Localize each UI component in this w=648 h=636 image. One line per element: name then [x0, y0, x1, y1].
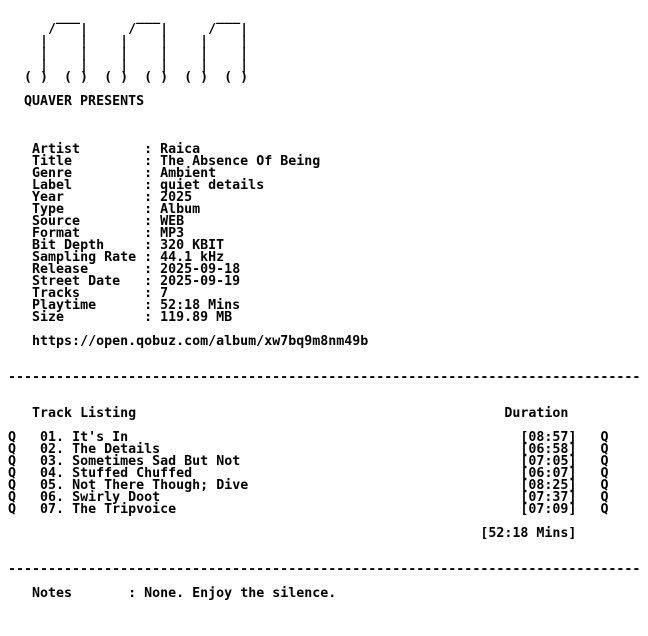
track-marker: Q: [8, 430, 17, 445]
info-value: 2025-09-18: [160, 262, 241, 277]
info-value: 320 KBIT: [160, 238, 225, 253]
divider-line: -------------------------------------------------------------------------------: [8, 562, 641, 577]
info-key: Bit Depth: [32, 238, 105, 253]
track-number: 06.: [40, 490, 65, 505]
info-key: Playtime: [32, 298, 97, 313]
track-title: The Details: [72, 442, 161, 457]
info-row: Type : Album: [32, 202, 201, 217]
track-duration: [06:58]: [520, 442, 577, 457]
info-row: Format : MP3: [32, 226, 185, 241]
info-value: The Absence Of Being: [160, 154, 321, 169]
info-key: Sampling Rate: [32, 250, 137, 265]
tracklist-header: [8, 408, 640, 420]
logo-art: / | / | / |: [8, 22, 249, 37]
divider-line: -------------------------------------------------------------------------------: [8, 370, 641, 385]
info-row: Source : WEB: [32, 214, 185, 229]
url-line: [8, 336, 640, 348]
info-key: Artist: [32, 142, 81, 157]
blank-line: [8, 540, 640, 552]
info-key: Street Date: [32, 274, 121, 289]
track-duration: [06:07]: [520, 466, 577, 481]
track-title: Not There Though; Dive: [72, 478, 249, 493]
info-key: Title: [32, 154, 73, 169]
info-value: 44.1 kHz: [160, 250, 225, 265]
track-marker: Q: [600, 478, 609, 493]
info-row: Year : 2025: [32, 190, 193, 205]
track-marker: Q: [600, 442, 609, 457]
nfo-document: [8, 0, 640, 600]
blank-line: [8, 384, 640, 396]
track-title: Stuffed Chuffed: [72, 466, 193, 481]
info-value: Ambient: [160, 166, 217, 181]
track-title: It's In: [72, 430, 129, 445]
logo-art: | | | | | |: [8, 34, 249, 49]
track-marker: Q: [600, 466, 609, 481]
track-number: 07.: [40, 502, 65, 517]
info-key: Source: [32, 214, 81, 229]
info-value: WEB: [160, 214, 185, 229]
track-marker: Q: [600, 454, 609, 469]
info-key: Type: [32, 202, 65, 217]
info-value: quiet details: [160, 178, 265, 193]
blank-line: [8, 120, 640, 132]
info-row: Bit Depth : 320 KBIT: [32, 238, 225, 253]
track-number: 04.: [40, 466, 65, 481]
track-duration: [07:09]: [520, 502, 577, 517]
info-key: Year: [32, 190, 65, 205]
track-title: Swirly Doot: [72, 490, 161, 505]
info-row: Label : quiet details: [32, 178, 265, 193]
info-key: Format: [32, 226, 81, 241]
tracklist-title: Track Listing: [32, 406, 137, 421]
notes-row: Notes : None. Enjoy the silence.: [32, 586, 337, 601]
track-title: The Tripvoice: [72, 502, 177, 517]
track-marker: Q: [8, 502, 17, 517]
divider: [8, 372, 640, 384]
track-marker: Q: [8, 490, 17, 505]
track-row: [8, 504, 640, 516]
track-title: Sometimes Sad But Not: [72, 454, 241, 469]
info-value: MP3: [160, 226, 185, 241]
duration-header: Duration: [504, 406, 569, 421]
track-number: 01.: [40, 430, 65, 445]
album-url: https://open.qobuz.com/album/xw7bq9m8nm49b: [32, 334, 369, 349]
logo-art: ___ ___ ___: [8, 10, 241, 25]
total-playtime: [52:18 Mins]: [480, 526, 577, 541]
info-key: Label: [32, 178, 73, 193]
track-marker: Q: [600, 502, 609, 517]
notes-value: None. Enjoy the silence.: [144, 586, 337, 601]
info-key: Tracks: [32, 286, 81, 301]
info-value: 119.89 MB: [160, 310, 233, 325]
logo-art: | | | | | |: [8, 46, 249, 61]
track-marker: Q: [8, 442, 17, 457]
divider: [8, 564, 640, 576]
info-value: Album: [160, 202, 201, 217]
track-duration: [07:37]: [520, 490, 577, 505]
info-value: 52:18 Mins: [160, 298, 241, 313]
track-number: 02.: [40, 442, 65, 457]
info-row: Playtime : 52:18 Mins: [32, 298, 241, 313]
info-row: Artist : Raica: [32, 142, 201, 157]
blank-line: [8, 348, 640, 360]
track-marker: Q: [600, 430, 609, 445]
track-marker: Q: [8, 454, 17, 469]
track-duration: [07:05]: [520, 454, 577, 469]
info-value: Raica: [160, 142, 201, 157]
info-row: Size : 119.89 MB: [32, 310, 233, 325]
info-row: Tracks : 7: [32, 286, 169, 301]
track-marker: Q: [8, 466, 17, 481]
track-duration: [08:57]: [520, 430, 577, 445]
info-key: Size: [32, 310, 65, 325]
notes-label: Notes: [32, 586, 73, 601]
total-row: [8, 528, 640, 540]
track-duration: [08:25]: [520, 478, 577, 493]
info-row: Street Date : 2025-09-19: [32, 274, 241, 289]
info-value: 2025-09-19: [160, 274, 241, 289]
info-row: Sampling Rate : 44.1 kHz: [32, 250, 225, 265]
info-row: Title : The Absence Of Being: [32, 154, 321, 169]
presents-line: [8, 96, 640, 108]
presents-title: QUAVER PRESENTS: [24, 94, 145, 109]
blank-line: [8, 108, 640, 120]
info-value: 2025: [160, 190, 193, 205]
track-marker: Q: [600, 490, 609, 505]
logo-art: ( ) ( ) ( ) ( ) ( ) ( ): [8, 70, 249, 85]
track-number: 03.: [40, 454, 65, 469]
info-key: Release: [32, 262, 89, 277]
track-number: 05.: [40, 478, 65, 493]
track-marker: Q: [8, 478, 17, 493]
info-row: Release : 2025-09-18: [32, 262, 241, 277]
logo-line: [8, 72, 640, 84]
info-row: Genre : Ambient: [32, 166, 217, 181]
logo-art: | | | | | |: [8, 58, 249, 73]
info-key: Genre: [32, 166, 73, 181]
info-value: 7: [160, 286, 169, 301]
